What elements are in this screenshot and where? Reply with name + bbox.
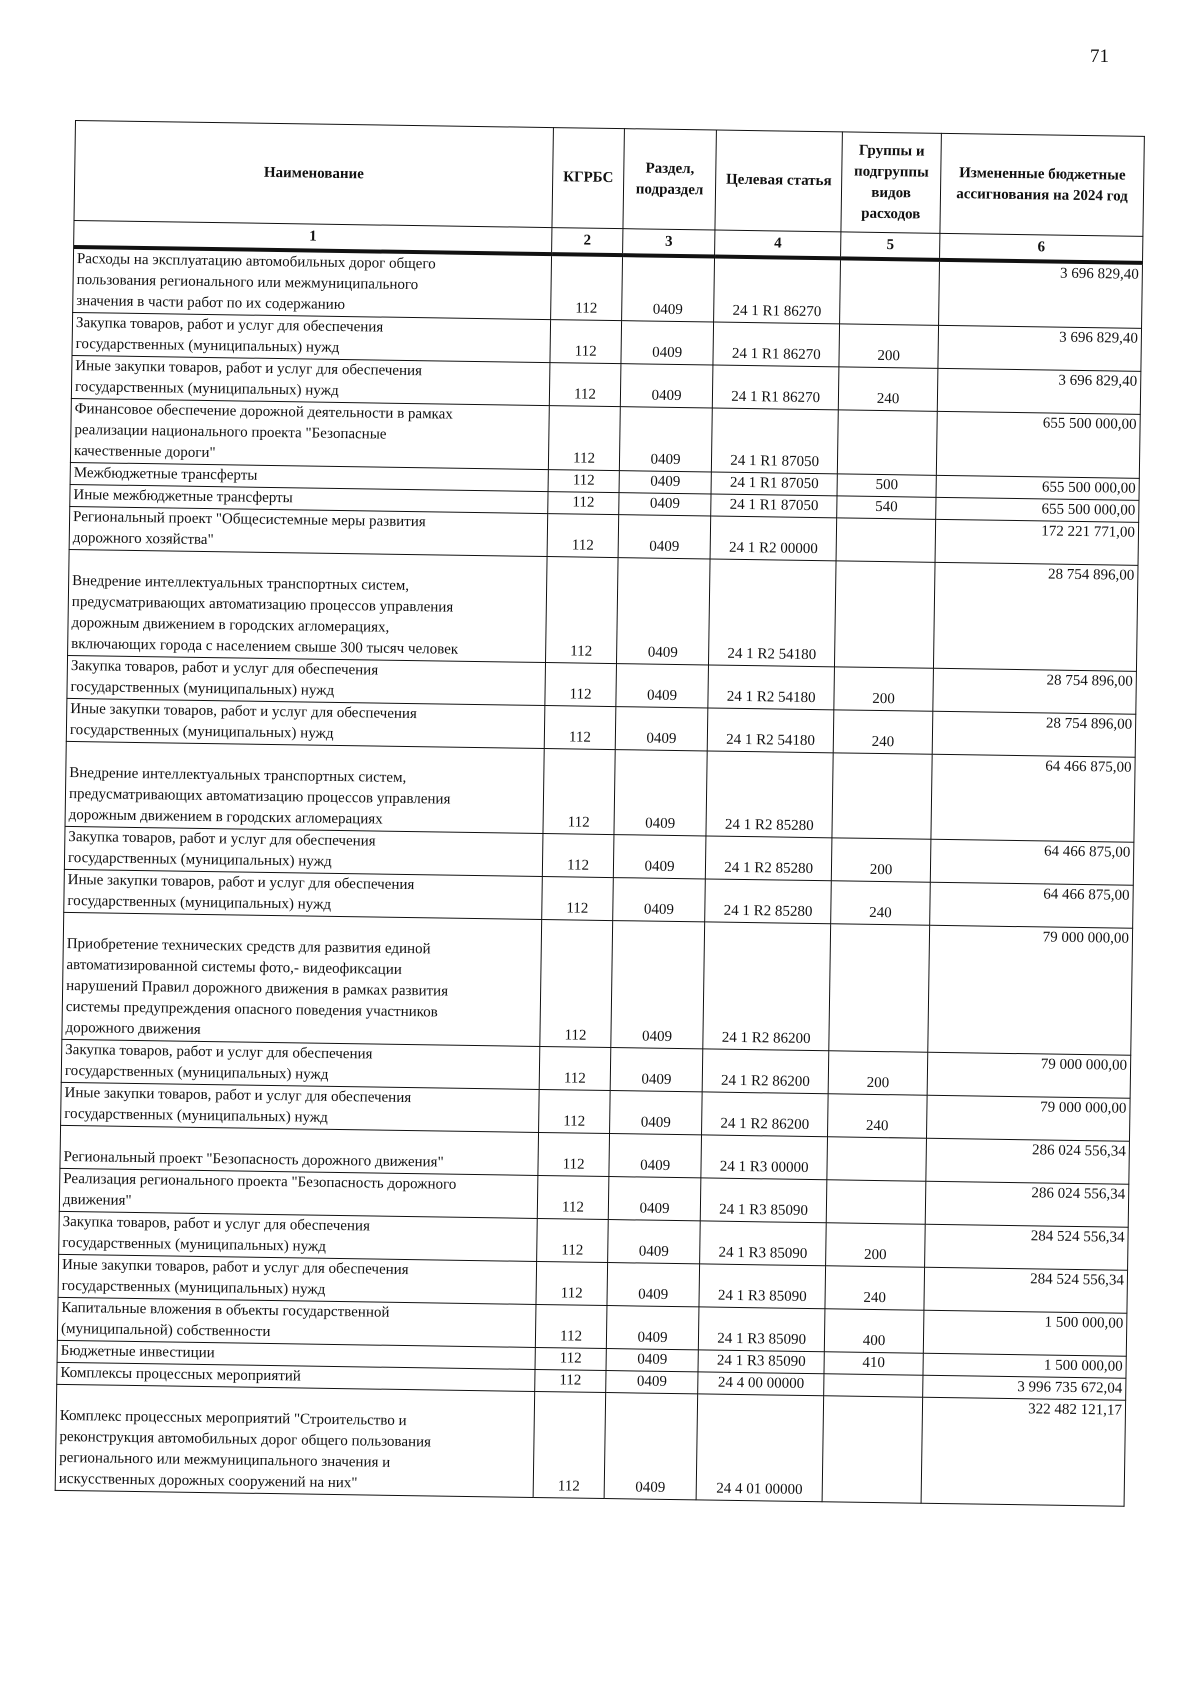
- column-number: 5: [841, 232, 941, 260]
- row-name-text: Закупка товаров, работ и услуг для обеспечения государственных (муниципальных) нужд: [70, 658, 379, 699]
- row-celevaya: 24 4 00 00000: [698, 1372, 824, 1396]
- row-razdel: 0409: [608, 1177, 701, 1221]
- row-vid: [824, 1374, 923, 1397]
- row-vid: 500: [837, 474, 936, 497]
- row-celevaya: 24 1 R2 54180: [709, 559, 836, 667]
- row-razdel: 0409: [619, 493, 712, 516]
- row-name: [59, 1211, 538, 1261]
- row-vid: 200: [831, 838, 931, 882]
- row-razdel: 0409: [619, 471, 712, 494]
- row-name: [64, 869, 543, 919]
- header-vid: Группы и подгруппы видов расходов: [841, 132, 942, 233]
- row-name-text: Закупка товаров, работ и услуг для обеспечения государственных (муниципальных) нужд: [75, 315, 384, 356]
- row-kgrbs: 112: [542, 877, 613, 921]
- table-row: [68, 549, 1138, 671]
- row-name: [58, 1254, 537, 1304]
- row-amount: 655 500 000,00: [936, 497, 1139, 522]
- row-kgrbs: 112: [548, 470, 619, 493]
- row-celevaya: 24 1 R2 86200: [703, 1049, 829, 1094]
- row-kgrbs: 112: [546, 557, 618, 664]
- row-celevaya: 24 1 R1 86270: [713, 322, 839, 367]
- row-amount: 284 524 556,34: [925, 1224, 1128, 1270]
- row-kgrbs: 112: [539, 1089, 610, 1133]
- row-vid: [827, 1137, 927, 1181]
- row-name-text: Внедрение интеллектуальных транспортных систем, предусматривающих автоматизацию процессов управления дорожным движением в городских агломерациях, включающих города с населением свыше 300 тысяч человек: [71, 552, 459, 658]
- row-kgrbs: 112: [536, 1261, 607, 1305]
- row-name: [60, 1125, 539, 1175]
- row-celevaya: 24 1 R2 85280: [705, 879, 831, 924]
- row-vid: 240: [838, 367, 938, 411]
- row-kgrbs: 112: [538, 1175, 609, 1219]
- row-razdel: 0409: [621, 321, 714, 365]
- header-kgrbs: КГРБС: [552, 128, 624, 229]
- column-number: 6: [940, 233, 1143, 263]
- row-name-text: Закупка товаров, работ и услуг для обеспечения государственных (муниципальных) нужд: [62, 1213, 371, 1255]
- row-celevaya: 24 1 R3 85090: [701, 1178, 827, 1223]
- row-razdel: 0409: [620, 364, 713, 408]
- row-vid: 240: [831, 881, 931, 925]
- row-razdel: 0409: [605, 1371, 698, 1394]
- row-amount: 3 696 829,40: [937, 368, 1140, 414]
- row-celevaya: 24 1 R2 85280: [706, 836, 832, 881]
- header-amount: Измененные бюджетные ассигнования на 2024 год: [940, 133, 1144, 236]
- row-amount: 3 996 735 672,04: [923, 1375, 1126, 1400]
- row-kgrbs: 112: [535, 1369, 606, 1392]
- row-amount: 655 500 000,00: [936, 475, 1139, 500]
- row-name-text: Бюджетные инвестиции: [60, 1342, 215, 1362]
- row-name-text: Иные закупки товаров, работ и услуг для обеспечения государственных (муниципальных) нужд: [74, 358, 423, 399]
- row-razdel: 0409: [611, 921, 705, 1049]
- row-name: [55, 1384, 535, 1497]
- row-amount: 322 482 121,17: [921, 1397, 1125, 1506]
- row-vid: 240: [827, 1094, 927, 1138]
- row-name: [61, 1039, 540, 1089]
- row-name-text: Комплексы процессных мероприятий: [60, 1364, 302, 1385]
- header-name: Наименование: [74, 121, 554, 228]
- header-razdel: Раздел, подраздел: [623, 129, 717, 230]
- row-kgrbs: 112: [536, 1304, 607, 1348]
- row-celevaya: 24 1 R2 00000: [710, 516, 836, 561]
- row-razdel: 0409: [613, 835, 706, 879]
- row-celevaya: 24 1 R2 54180: [708, 665, 834, 710]
- row-celevaya: 24 1 R2 86200: [702, 1092, 828, 1137]
- row-razdel: 0409: [618, 515, 711, 559]
- row-name-text: Финансовое обеспечение дорожной деятельности в рамках реализации национального проекта "Безопасные качественные дороги": [73, 401, 453, 462]
- budget-table: [55, 120, 1145, 1507]
- row-name-text: Закупка товаров, работ и услуг для обеспечения государственных (муниципальных) нужд: [67, 828, 376, 870]
- row-name: [67, 655, 546, 705]
- row-name: [61, 1082, 540, 1132]
- row-name-text: Иные закупки товаров, работ и услуг для обеспечения государственных (муниципальных) нужд: [61, 1256, 409, 1298]
- row-name-text: Комплекс процессных мероприятий "Строительство и реконструкция автомобильных дорог общего пользования регионального или межмуниципального значения и искусственных дорожных сооружений на них": [58, 1386, 432, 1492]
- row-amount: 1 500 000,00: [923, 1353, 1126, 1378]
- row-celevaya: 24 1 R2 54180: [708, 708, 834, 753]
- table-row: [55, 1384, 1125, 1506]
- row-razdel: 0409: [607, 1220, 700, 1264]
- row-celevaya: 24 1 R2 85280: [706, 751, 833, 838]
- header-celevaya: Целевая статья: [715, 130, 842, 232]
- column-number: 3: [622, 229, 715, 257]
- row-kgrbs: 112: [545, 663, 616, 707]
- row-razdel: 0409: [615, 707, 708, 751]
- row-celevaya: 24 1 R1 86270: [713, 365, 839, 410]
- row-kgrbs: 112: [540, 920, 612, 1048]
- row-name: [71, 355, 550, 405]
- row-amount: 286 024 556,34: [926, 1138, 1129, 1184]
- row-celevaya: 24 1 R3 85090: [699, 1307, 825, 1352]
- row-vid: 400: [824, 1309, 924, 1353]
- row-name-text: Внедрение интеллектуальных транспортных систем, предусматривающих автоматизацию процессов управления дорожным движением в городских агломерациях: [68, 743, 451, 828]
- row-kgrbs: 112: [547, 514, 618, 558]
- row-vid: [832, 753, 932, 839]
- row-vid: [822, 1396, 923, 1503]
- row-kgrbs: 112: [550, 363, 621, 407]
- row-vid: 540: [837, 496, 936, 519]
- row-razdel: 0409: [609, 1091, 702, 1135]
- column-number: 2: [552, 228, 623, 256]
- row-razdel: 0409: [604, 1393, 698, 1500]
- row-kgrbs: 112: [543, 834, 614, 878]
- row-celevaya: 24 4 01 00000: [696, 1394, 823, 1502]
- table-body: [55, 247, 1142, 1506]
- row-razdel: 0409: [614, 750, 708, 836]
- row-name-text: Региональный проект "Безопасность дорожного движения": [63, 1127, 444, 1171]
- table-row: [65, 741, 1135, 842]
- row-kgrbs: 112: [551, 254, 622, 321]
- row-celevaya: 24 1 R3 85090: [698, 1350, 824, 1374]
- row-kgrbs: 112: [543, 749, 615, 835]
- row-razdel: 0409: [619, 407, 713, 472]
- row-name-text: Иные межбюджетные трансферты: [73, 487, 293, 507]
- row-vid: [829, 924, 930, 1052]
- row-vid: [826, 1180, 926, 1224]
- row-amount: 172 221 771,00: [935, 519, 1138, 565]
- row-razdel: 0409: [609, 1134, 702, 1178]
- row-name-text: Капитальные вложения в объекты государственной (муниципальной) собственности: [60, 1299, 390, 1341]
- row-amount: 79 000 000,00: [927, 1095, 1130, 1141]
- row-celevaya: 24 1 R3 85090: [700, 1221, 826, 1266]
- row-name-text: Иные закупки товаров, работ и услуг для обеспечения государственных (муниципальных) нужд: [64, 1084, 412, 1126]
- row-amount: 79 000 000,00: [928, 925, 1133, 1055]
- row-vid: 410: [824, 1352, 923, 1375]
- row-name-text: Закупка товаров, работ и услуг для обеспечения государственных (муниципальных) нужд: [64, 1041, 373, 1083]
- row-amount: 3 696 829,40: [939, 260, 1143, 329]
- row-razdel: 0409: [607, 1263, 700, 1307]
- row-kgrbs: 112: [545, 706, 616, 750]
- row-name-text: Региональный проект "Общесистемные меры развития дорожного хозяйства": [72, 509, 426, 549]
- row-amount: 284 524 556,34: [924, 1267, 1127, 1313]
- row-name: [65, 741, 544, 833]
- row-vid: 200: [828, 1051, 928, 1095]
- row-vid: 200: [834, 667, 934, 711]
- row-amount: 3 696 829,40: [938, 325, 1141, 371]
- row-vid: [840, 258, 940, 325]
- row-name-text: Межбюджетные трансферты: [73, 465, 258, 484]
- row-amount: 28 754 896,00: [932, 711, 1135, 757]
- row-amount: 1 500 000,00: [923, 1310, 1126, 1356]
- row-vid: 240: [833, 710, 933, 754]
- row-name-text: Иные закупки товаров, работ и услуг для обеспечения государственных (муниципальных) нужд: [67, 871, 415, 913]
- row-amount: 79 000 000,00: [927, 1052, 1130, 1098]
- row-kgrbs: 112: [535, 1347, 606, 1370]
- row-amount: 64 466 875,00: [931, 754, 1135, 842]
- row-razdel: 0409: [616, 664, 709, 708]
- row-kgrbs: 112: [548, 492, 619, 515]
- row-amount: 64 466 875,00: [930, 882, 1133, 928]
- table-row: [62, 912, 1133, 1055]
- row-name: [66, 698, 545, 748]
- row-razdel: 0409: [606, 1349, 699, 1372]
- row-celevaya: 24 1 R1 87050: [711, 472, 837, 496]
- page-number: 71: [1090, 46, 1109, 67]
- row-kgrbs: 112: [549, 406, 620, 471]
- row-name: [68, 549, 548, 662]
- row-name: [64, 826, 543, 876]
- row-vid: [837, 410, 937, 475]
- row-amount: 28 754 896,00: [934, 562, 1138, 671]
- row-name: [73, 247, 552, 320]
- row-celevaya: 24 1 R3 00000: [701, 1135, 827, 1180]
- row-celevaya: 24 1 R1 87050: [712, 408, 839, 474]
- row-name: [59, 1168, 538, 1218]
- row-razdel: 0409: [606, 1306, 699, 1350]
- row-razdel: 0409: [616, 558, 710, 665]
- row-amount: 286 024 556,34: [925, 1181, 1128, 1227]
- row-amount: 655 500 000,00: [936, 411, 1140, 478]
- row-celevaya: 24 1 R3 85090: [699, 1264, 825, 1309]
- row-vid: 240: [825, 1266, 925, 1310]
- row-amount: 28 754 896,00: [933, 668, 1136, 714]
- row-name-text: Иные закупки товаров, работ и услуг для обеспечения государственных (муниципальных) нужд: [69, 700, 417, 742]
- row-name: [69, 506, 548, 556]
- row-amount: 64 466 875,00: [930, 839, 1133, 885]
- row-razdel: 0409: [610, 1048, 703, 1092]
- row-name-text: Расходы на эксплуатацию автомобильных дорог общего пользования регионального или межмуниципального значения в части работ по их содержанию: [76, 251, 436, 314]
- row-vid: [834, 561, 935, 668]
- column-number: 1: [74, 220, 553, 254]
- row-kgrbs: 112: [533, 1391, 605, 1498]
- row-celevaya: 24 1 R1 87050: [711, 494, 837, 518]
- row-vid: 200: [826, 1223, 926, 1267]
- row-name: [70, 398, 549, 469]
- row-name: [72, 312, 551, 362]
- row-name-text: Приобретение технических средств для развития единой автоматизированной системы фото,- видеофиксации нарушений Правил дорожного движения в рамках развития системы предупреждения опасного поведения участников дорожного движения: [65, 914, 449, 1038]
- row-razdel: 0409: [612, 878, 705, 922]
- row-vid: [836, 518, 936, 562]
- row-name-text: Реализация регионального проекта "Безопасность дорожного движения": [62, 1170, 457, 1209]
- row-name: [62, 912, 542, 1046]
- header-row: [74, 121, 1144, 237]
- row-name: [57, 1297, 536, 1347]
- row-razdel: 0409: [621, 255, 715, 322]
- row-vid: 200: [839, 324, 939, 368]
- row-celevaya: 24 1 R1 86270: [714, 257, 841, 324]
- row-kgrbs: 112: [538, 1132, 609, 1176]
- row-celevaya: 24 1 R2 86200: [703, 922, 830, 1051]
- row-kgrbs: 112: [539, 1047, 610, 1091]
- row-kgrbs: 112: [550, 320, 621, 364]
- row-kgrbs: 112: [537, 1218, 608, 1262]
- column-number: 4: [715, 230, 841, 258]
